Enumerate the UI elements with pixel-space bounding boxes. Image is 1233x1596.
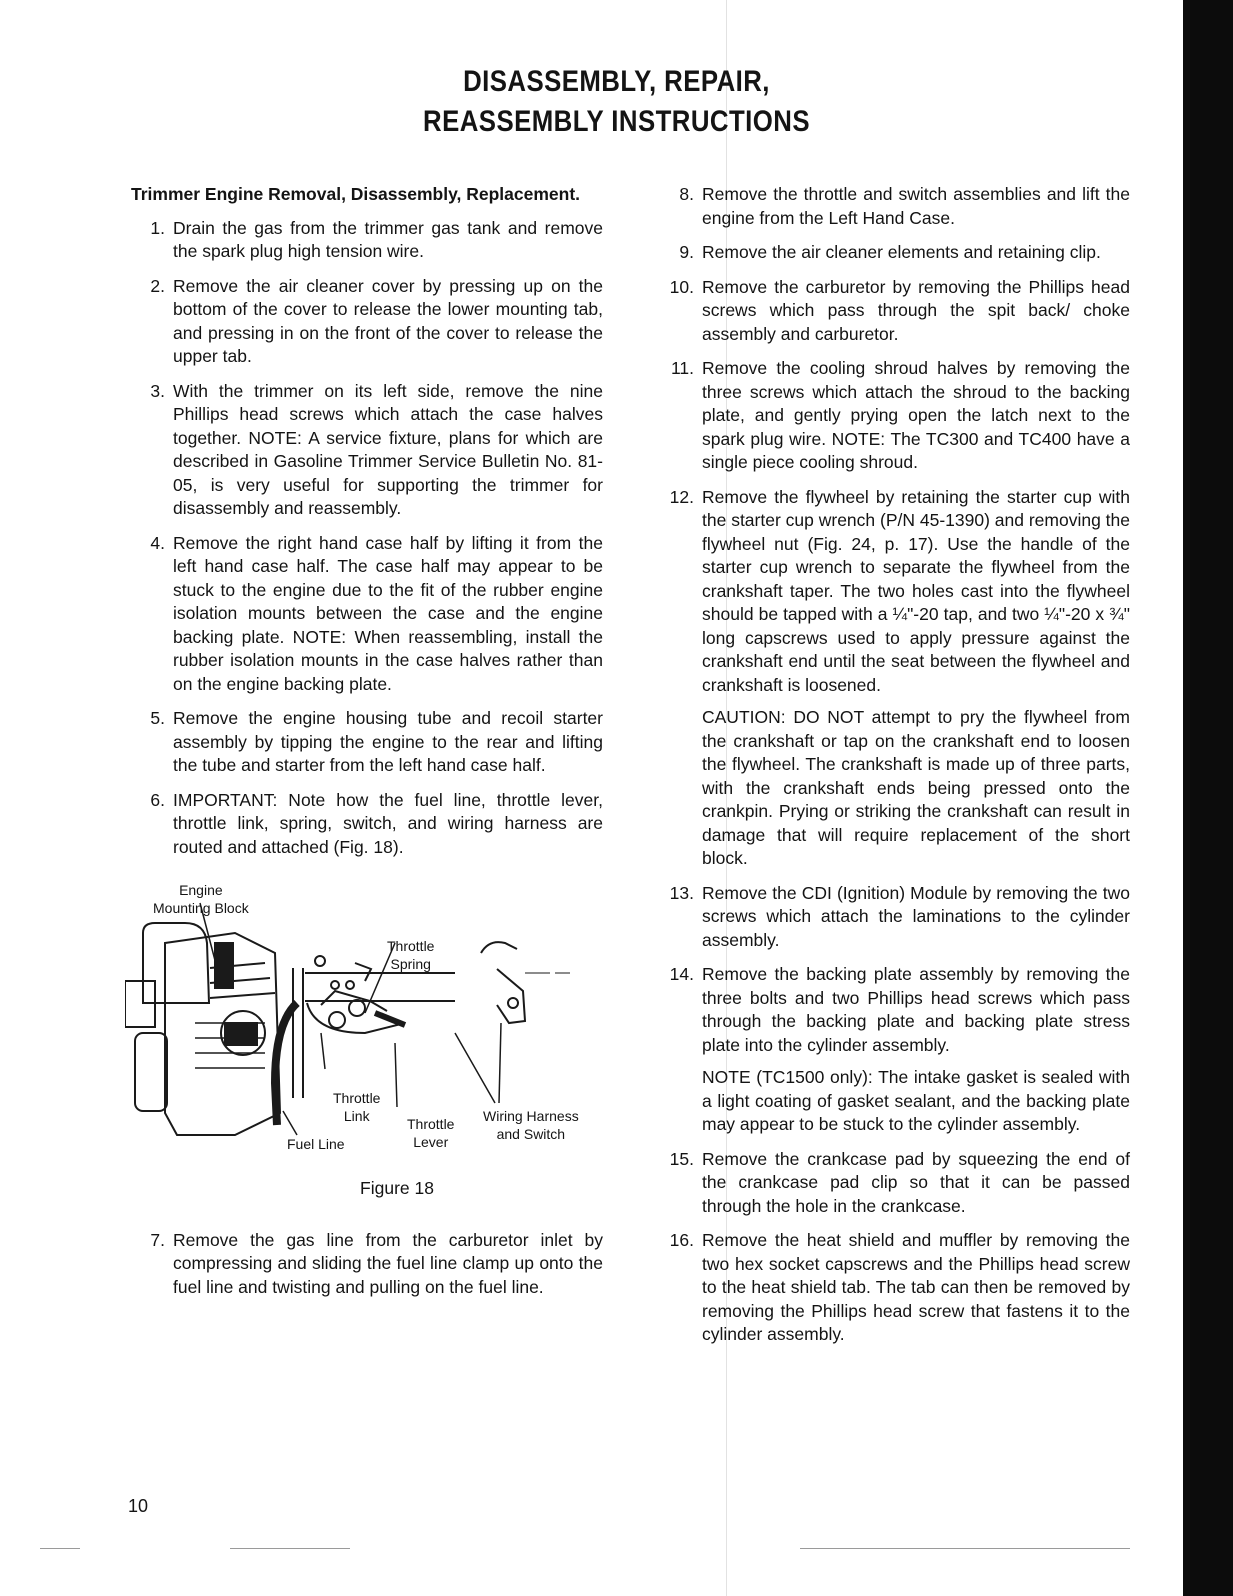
step-number: 8. [679,184,694,204]
step-1 [131,217,603,264]
leader-wiring-1 [455,1033,495,1103]
step-5 [131,707,603,778]
step-8 [660,183,1130,230]
section-heading: Trimmer Engine Removal, Disassembly, Replacement. [131,184,581,204]
bottom-rule-2 [230,1548,350,1549]
step-text: Remove the engine housing tube and recoil starter assembly by tipping the engine to the rear and lifting the tube and starter from the left hand case half. [173,708,603,775]
leader-fuel-line [283,1111,297,1135]
step-10 [660,276,1130,347]
title-line-2: REASSEMBLY INSTRUCTIONS [423,105,810,138]
bottom-rule-1 [40,1548,80,1549]
page-title [86,62,1146,142]
step-number: 4. [150,532,165,553]
step-13 [660,882,1130,953]
right-steps-list [660,183,1130,697]
step-number: 12. [669,486,694,507]
step-number: 6. [150,789,165,810]
leader-throttle-lever [395,1043,397,1107]
step-text: Remove the flywheel by retaining the starter cup with the starter cup wrench (P/N 45-1390) and removing the flywheel nut (Fig. 24, p. 17). Use the handle of the starter cup wrench to separate the flywheel from the crankshaft taper. The two holes cast into the flywheel should be tapped with a ¼"-20 tap, and two ¼"-20 x ¾" long capscrews used to apply pressure against the crankshaft end until the seat between the flywheel and crankshaft is loosened. [702,486,1130,695]
label-wiring-harness: Wiring Harness and Switch [483,1108,579,1142]
figure-18 [125,873,605,1173]
right-steps-list-2 [660,882,1130,1058]
step-number: 14. [669,964,694,984]
bottom-rule-3 [800,1548,1130,1549]
step-text: Remove the throttle and switch assemblies and lift the engine from the Left Hand Case. [702,184,1130,228]
right-steps-list-3 [660,1148,1130,1347]
leader-wiring-2 [499,1023,501,1103]
step-number: 1. [150,217,165,238]
step-text: Remove the CDI (Ignition) Module by removing the two screws which attach the laminations to the cylinder assembly. [702,882,1130,950]
step-6 [131,789,603,860]
step-text: Remove the gas line from the carburetor inlet by compressing and sliding the fuel line clamp up onto the fuel line and twisting and pulling on the fuel line. [173,1229,603,1297]
step-11 [660,357,1130,475]
leader-throttle-link [321,1033,325,1069]
step-3 [131,380,603,521]
step-number: 13. [669,882,694,903]
label-throttle-link: Throttle Link [333,1090,381,1124]
step-text: Drain the gas from the trimmer gas tank and remove the spark plug high tension wire. [173,217,603,261]
left-column [131,183,603,1310]
title-line-1: DISASSEMBLY, REPAIR, [463,65,770,98]
step-text: Remove the air cleaner cover by pressing up on the bottom of the cover to release the lower mounting tab, and pressing in on the front of the cover to release the upper tab. [173,275,603,366]
step-12 [660,486,1130,698]
label-throttle-lever: Throttle Lever [407,1116,455,1150]
step-text: Remove the air cleaner elements and retaining clip. [702,242,1101,262]
mounting-block [215,943,233,988]
step-4 [131,532,603,697]
step-15 [660,1148,1130,1219]
scan-edge-bar [1183,0,1233,1596]
air-cleaner-shape [143,923,209,1003]
step-number: 3. [150,380,165,401]
recoil-starter [135,1033,167,1111]
left-steps-list [131,217,603,860]
label-throttle-spring: Throttle Spring [387,938,435,972]
label-engine-mounting-block: Engine Mounting Block [153,882,249,916]
step-text: With the trimmer on its left side, remove the nine Phillips head screws which attach the case halves together. NOTE: A service fixture, plans for which are described in Gasoline Trimmer Service Bulletin No. 81-05, is very useful for supporting the trimmer for disassembly and reassembly. [173,380,603,518]
step-text: Remove the cooling shroud halves by removing the three screws which attach the shroud to the backing plate, and gently prying open the latch next to the spark plug wire. NOTE: The TC300 and TC400 have a single piece cooling shroud. [702,358,1130,472]
step-number: 2. [150,275,165,296]
page-number: 10 [128,1496,149,1516]
step-text: Remove the carburetor by removing the Phillips head screws which pass through the spit back/ choke assembly and carburetor. [702,276,1130,344]
left-steps-after-list [131,1229,603,1300]
step-number: 16. [669,1230,694,1250]
step-number: 15. [669,1148,694,1169]
figure-caption: Figure 18 [360,1178,434,1198]
step-number: 10. [669,276,694,297]
caution-paragraph: CAUTION: DO NOT attempt to pry the flywheel from the crankshaft or tap on the crankshaft end to loosen the flywheel. The crankshaft is made up of three parts, with the crankshaft ends being pressed onto the crankpin. Prying or striking the crankshaft can result in damage that will require replacement of the short block. [702,707,1130,868]
right-column [660,183,1130,1358]
step-number: 9. [679,242,694,262]
step-text: IMPORTANT: Note how the fuel line, throttle lever, throttle link, spring, switch, and wiring harness are routed and attached (Fig. 18). [173,789,603,857]
step-text: Remove the right hand case half by lifting it from the left hand case half. The case half may appear to be stuck to the engine due to the fit of the rubber engine isolation mounts between the case and the engine backing plate. NOTE: When reassembling, install the rubber isolation mounts in the case halves rather than on the engine backing plate. [173,532,603,694]
note-tc1500-paragraph: NOTE (TC1500 only): The intake gasket is sealed with a light coating of gasket sealant, and the backing plate may appear to be stuck to the cylinder assembly. [702,1067,1130,1134]
step-number: 5. [150,708,165,728]
step-text: Remove the heat shield and muffler by removing the two hex socket capscrews and the Phillips head screw to the heat shield tab. The tab can then be removed by removing the Phillips head screw that fastens it to the cylinder assembly. [702,1230,1130,1344]
step-16 [660,1229,1130,1347]
step-7 [131,1229,603,1300]
step-14 [660,963,1130,1057]
step-number: 7. [150,1229,165,1250]
step-text: Remove the backing plate assembly by removing the three bolts and two Phillips head screws which pass through the backing plate and backing plate stress plate into the cylinder assembly. [702,964,1130,1055]
step-2 [131,275,603,369]
step-number: 11. [670,358,694,378]
label-fuel-line: Fuel Line [287,1136,345,1152]
step-9 [660,241,1130,265]
step-text: Remove the crankcase pad by squeezing the end of the crankcase pad clip so that it can be passed through the hole in the crankcase. [702,1148,1130,1216]
